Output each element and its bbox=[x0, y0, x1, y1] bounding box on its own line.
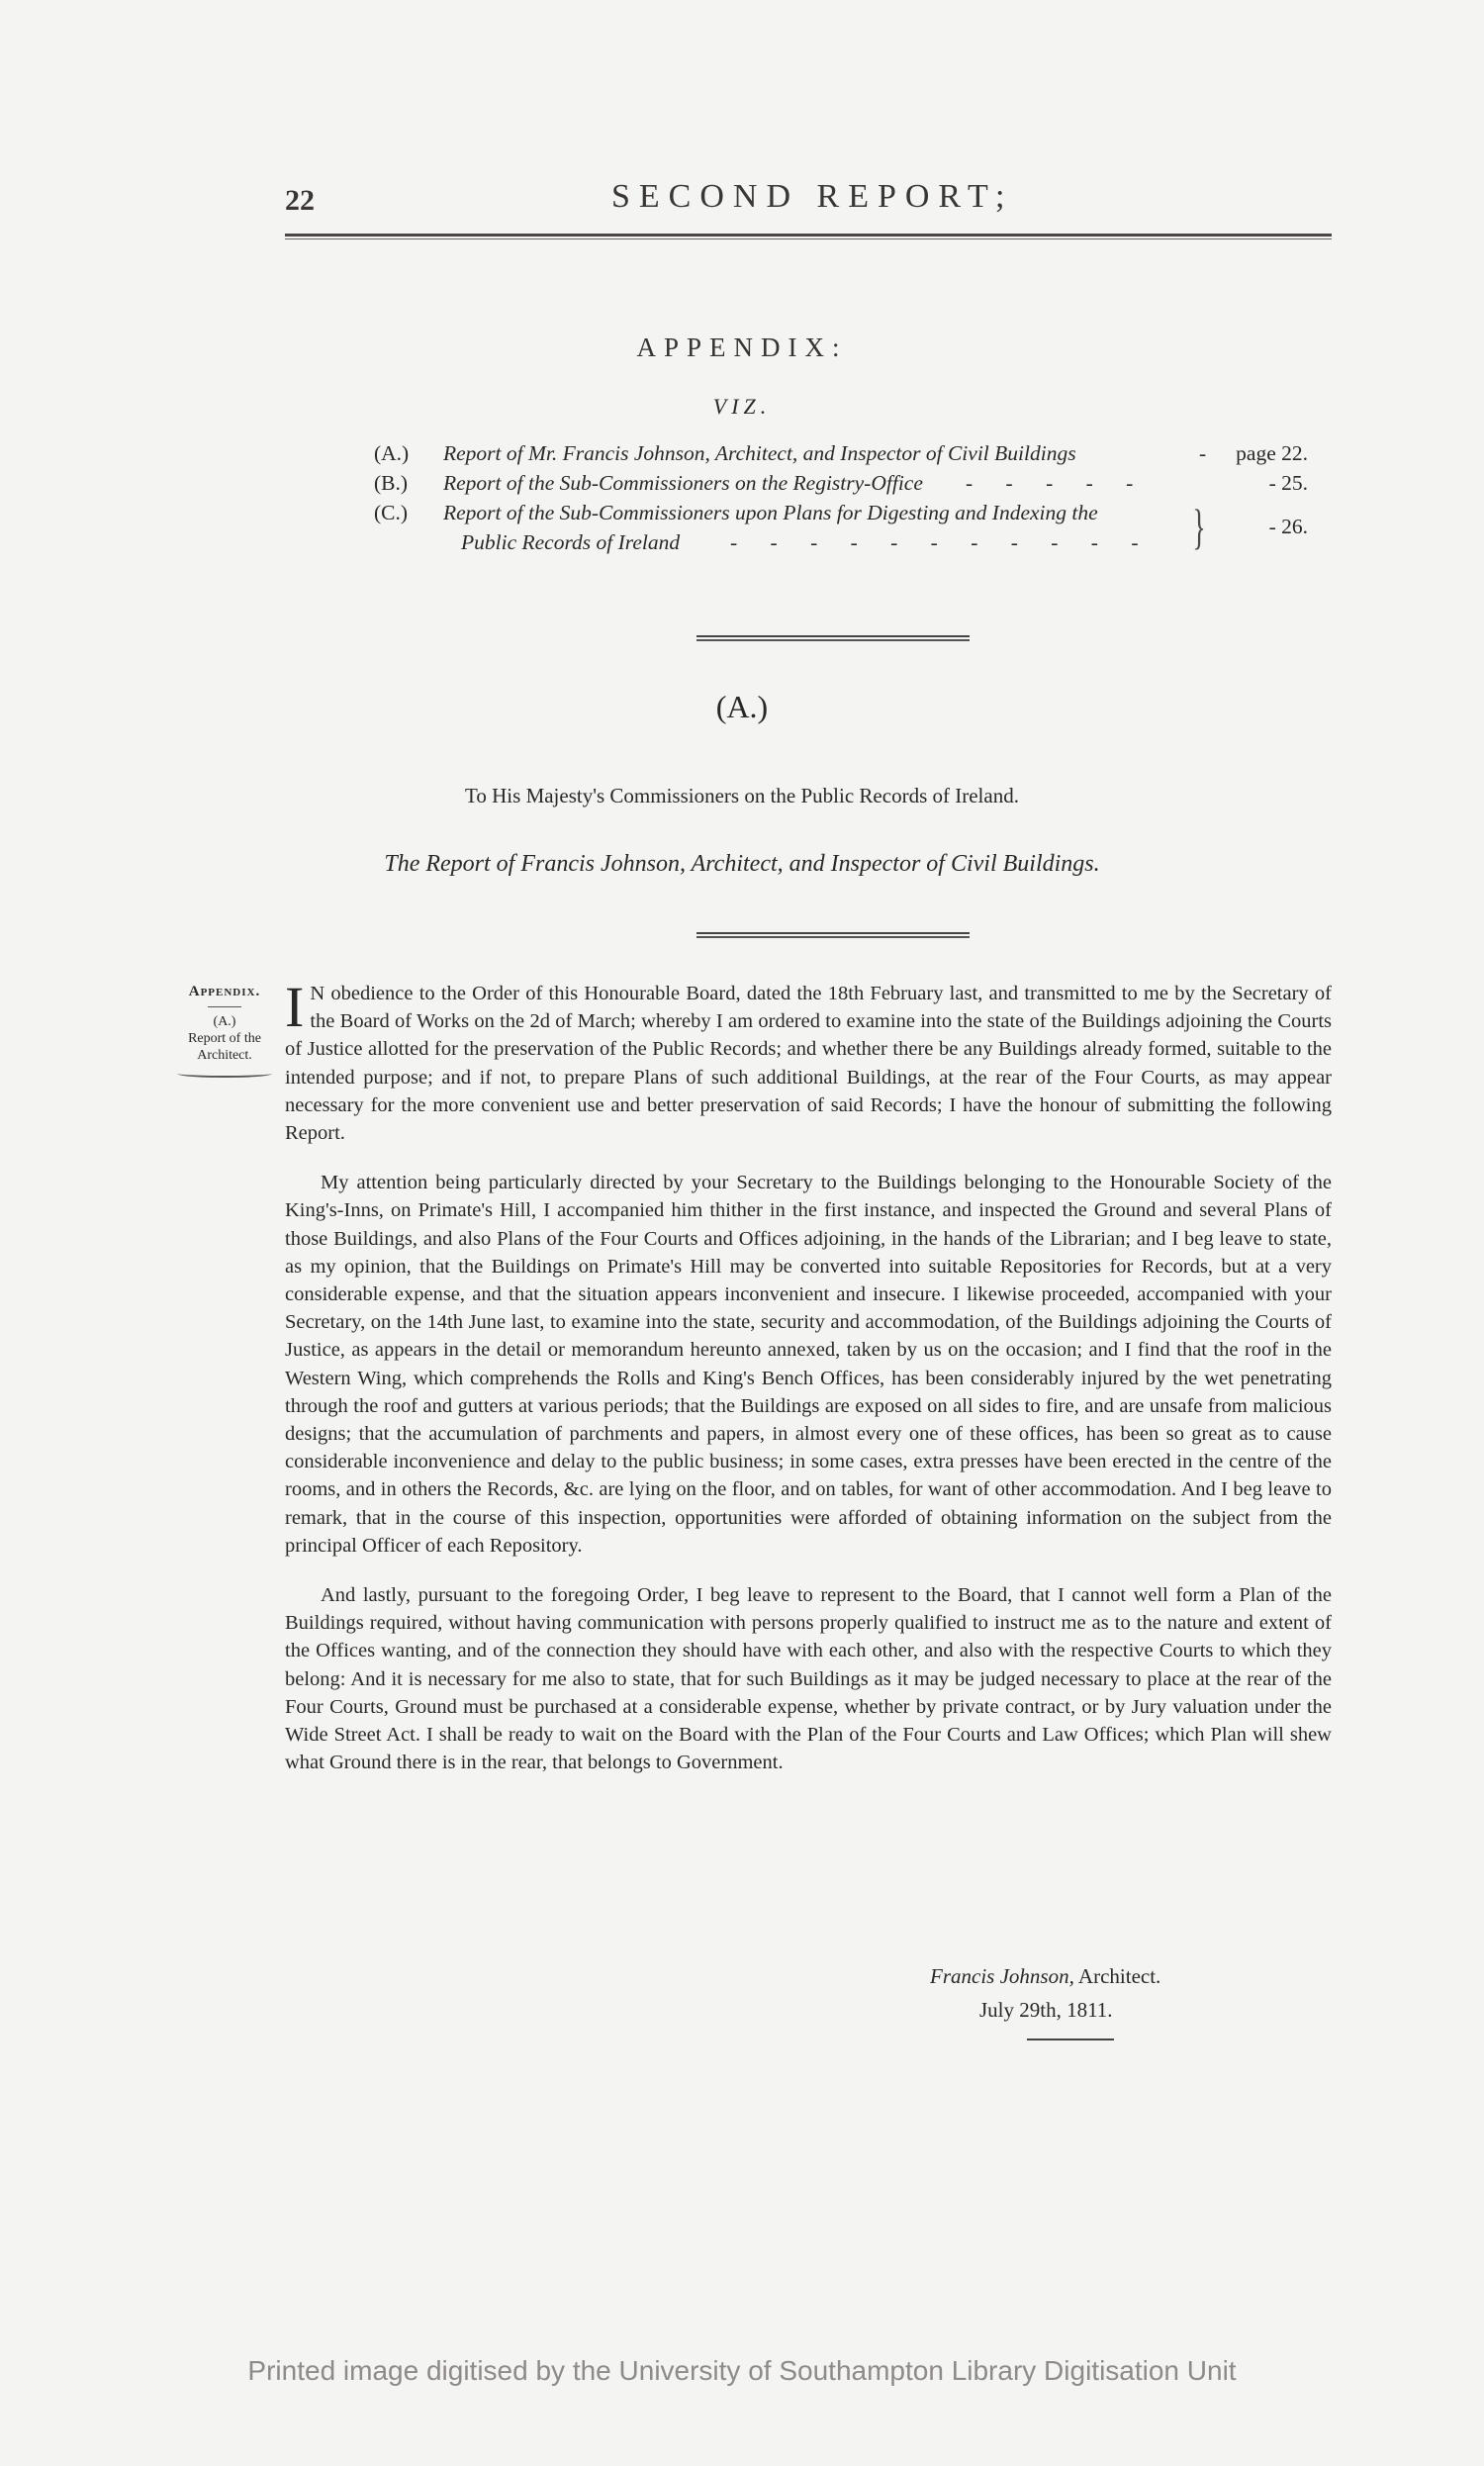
leader-dashes: - bbox=[1199, 441, 1221, 465]
ornamental-rule bbox=[696, 932, 970, 938]
addressee: To His Majesty's Commissioners on the Public Records of Ireland. bbox=[465, 784, 1019, 807]
entry-page: page 22. bbox=[1236, 441, 1308, 465]
signature-date: July 29th, 1811. bbox=[979, 1998, 1113, 2022]
margin-note-divider bbox=[208, 1006, 241, 1007]
contents-entry bbox=[374, 501, 1314, 562]
brace-icon: } bbox=[1192, 499, 1206, 554]
contents-entry bbox=[374, 441, 1314, 471]
running-head-title: SECOND REPORT; bbox=[611, 178, 1014, 215]
entry-page: - 25. bbox=[1268, 471, 1308, 495]
entry-title: Report of the Sub-Commissioners upon Plans for Digesting and Indexing the bbox=[443, 501, 1098, 524]
paragraph-text: N obedience to the Order of this Honourable Board, dated the 18th February last, and transmitted to me by the Secretary of the Board of Works on the 2d of March; whereby I am ordered to examine into the state of the Buildings adjoining the Courts of Justice allotted for the preservation of the Public Records; and whether there be any Buildings already formed, suitable to the intended purpose; and if not, to prepare Plans of such additional Buildings, at the rear of the Four Courts, as may appear necessary for the more convenient use and better preservation of said Records; I have the honour of submitting the following Report. bbox=[285, 983, 1332, 1145]
margin-note-text: Report of the Architect. bbox=[188, 1031, 261, 1063]
margin-note-sub: (A.) bbox=[213, 1014, 236, 1029]
signatory-role: Architect. bbox=[1077, 1964, 1161, 1988]
leader-dashes: - - - - - - - - - - - bbox=[730, 530, 1153, 554]
entry-title-continued: Public Records of Ireland bbox=[461, 530, 681, 554]
viz-label: VIZ. bbox=[712, 394, 772, 419]
section-letter: (A.) bbox=[715, 689, 769, 724]
entry-title: Report of Mr. Francis Johnson, Architect, and Inspector of Civil Buildings bbox=[443, 441, 1076, 465]
signatory-name: Francis Johnson, bbox=[930, 1964, 1074, 1988]
signature-block bbox=[930, 1959, 1247, 2027]
drop-cap: I bbox=[285, 975, 305, 1039]
closing-rule bbox=[1027, 2039, 1114, 2040]
leader-dashes: - - - - - bbox=[966, 471, 1148, 495]
report-title: The Report of Francis Johnson, Architect, and Inspector of Civil Buildings. bbox=[384, 851, 1100, 877]
paragraph: And lastly, pursuant to the foregoing Order, I beg leave to represent to the Board, that I cannot well form a Plan of the Buildings required, without having communication with persons properly qualified to instruct me as to the nature and extent of the Offices wanting, and of the connection they should have with each other, and also with the respective Courts to which they belong: And it is necessary for me also to state, that for such Buildings as it may be judged necessary to place at the rear of the Four Courts, Ground must be purchased at a considerable expense, whether by private contract, or by Jury valuation under the Wide Street Act. I shall be ready to wait on the Board with the Plan of the Four Courts and Law Offices; which Plan will shew what Ground there is in the rear, that belongs to Government. bbox=[285, 1584, 1332, 1774]
ornamental-rule bbox=[696, 635, 970, 641]
contents-entry bbox=[374, 471, 1314, 501]
entry-letter: (C.) bbox=[374, 501, 409, 524]
appendix-contents bbox=[374, 441, 1314, 562]
header-rule bbox=[285, 234, 1332, 239]
page-number: 22 bbox=[285, 184, 315, 217]
margin-note-swash bbox=[177, 1070, 272, 1078]
appendix-title: APPENDIX: bbox=[636, 332, 848, 362]
report-body bbox=[285, 975, 1332, 1798]
paragraph: My attention being particularly directed by your Secretary to the Buildings belonging to the Honourable Society of the King's-Inns, on Primate's Hill, I accompanied him thither in the first instance, and inspected the Ground and several Plans of those Buildings, and also Plans of the Four Courts and Offices adjoining, in the hands of the Librarian; and I beg leave to state, as my opinion, that the Buildings on Primate's Hill may be converted into suitable Repositories for Records, but at a very considerable expense, and that the situation appears inconvenient and insecure. I likewise proceeded, accompanied with your Secretary, on the 14th June last, to examine into the state, security and accommodation, of the Buildings adjoining the Courts of Justice, as appears in the detail or memorandum hereunto annexed, taken by us on the occasion; and I find that the roof in the Western Wing, which comprehends the Rolls and King's Bench Offices, has been considerably injured by the wet penetrating through the roof and gutters at various periods; that the Buildings are exposed on all sides to fire, and are unsafe from malicious designs; that the accumulation of parchments and papers, in almost every one of these offices, has been so great as to cause considerable inconvenience and delay to the public business; in some cases, extra presses have been erected in the centre of the rooms, and in others the Records, &c. are lying on the floor, and on tables, for want of other accommodation. And I beg leave to remark, that in the course of this inspection, opportunities were afforded of obtaining information on the subject from the principal Officer of each Repository. bbox=[285, 1172, 1332, 1557]
running-head bbox=[285, 178, 1332, 237]
entry-page: - 26. bbox=[1268, 515, 1308, 538]
entry-letter: (A.) bbox=[374, 441, 410, 465]
margin-note-heading: Appendix. bbox=[188, 984, 261, 999]
digitisation-footer: Printed image digitised by the University of Southampton Library Digitisation Unit bbox=[247, 2355, 1237, 2386]
paragraph bbox=[285, 975, 1332, 1147]
entry-letter: (B.) bbox=[374, 471, 409, 495]
margin-note bbox=[166, 984, 283, 1078]
entry-title: Report of the Sub-Commissioners on the Registry-Office bbox=[443, 471, 923, 495]
